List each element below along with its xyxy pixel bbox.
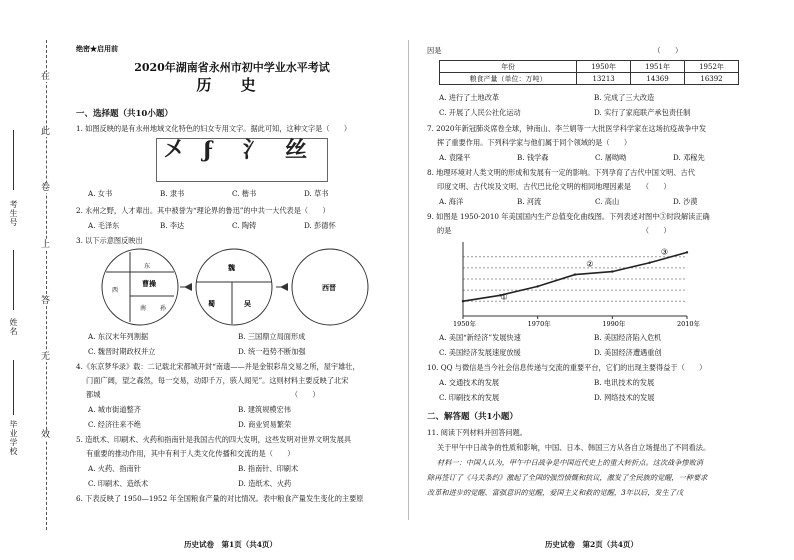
candidate-number-label: 考生号	[9, 200, 18, 227]
question-5-line: 有重要的推动作用，其中有利于人类文化传播和交流的是（ ）	[86, 449, 295, 458]
question-11-intro: 关于甲午中日战争的性质和影响，中国、日本、韩国三方从各自立场提出了不同看法。	[437, 443, 711, 452]
page-divider	[408, 40, 409, 520]
option-d[interactable]: D. 邓稼先	[673, 153, 705, 162]
option-c[interactable]: C. 陶铸	[232, 221, 257, 230]
option-a[interactable]: A. 进行了土地改革	[439, 93, 500, 102]
option-a[interactable]: A. 美国“新经济”发展快速	[439, 333, 521, 342]
x-tick-label: 1990年	[602, 320, 626, 328]
option-d[interactable]: D. 沙漠	[673, 197, 698, 206]
question-9-line: 的是 （ ）	[437, 226, 671, 235]
option-c[interactable]: C. 印刷技术的发展	[439, 393, 500, 402]
map-label: 孙	[160, 305, 167, 312]
option-a[interactable]: A. 城市街道整齐	[88, 405, 141, 414]
table-header-cell: 1951年	[631, 61, 685, 73]
options-q7	[439, 153, 751, 163]
data-point	[536, 285, 538, 287]
map-label: 魏	[228, 263, 235, 272]
map-label: 蜀	[208, 299, 215, 308]
question-4-line: 都城 （ ）	[86, 390, 320, 399]
map-label: 南	[140, 305, 147, 312]
binding-line	[46, 40, 47, 530]
map-label: 曹操	[142, 279, 156, 288]
material-1-line: 改革和进步的觉醒、富强意识的觉醒，爱国主义和救的觉醒，3年以后，发生了戊	[427, 488, 684, 497]
question-7: 7. 2020年新冠肺炎席卷全球，钟南山、李兰娟等一大批医学科学家在这场抗疫战争中发	[427, 124, 707, 133]
option-b[interactable]: B. 建筑规模宏伟	[238, 405, 291, 414]
option-c[interactable]: C. 楷书	[232, 189, 257, 198]
options-q5	[88, 479, 378, 489]
options-q2	[88, 221, 376, 231]
question-4-line: 门面广阔，望之森然，每一交易，动即千万，骇人闻见”。这则材料主要反映了北宋	[86, 376, 349, 385]
table-header-row	[440, 61, 739, 73]
grain-table	[439, 60, 739, 85]
data-point	[648, 262, 650, 264]
page-footer: 历史试卷 第1页（共4页）	[184, 540, 277, 549]
map-circle-2	[196, 249, 272, 325]
binding-char: 无	[41, 352, 51, 362]
question-3: 3. 以下示意图反映出	[76, 236, 143, 245]
option-a[interactable]: A. 海洋	[439, 197, 464, 206]
map-label: 西	[112, 287, 119, 294]
section-answer-title: 二、解答题（共1小题）	[427, 412, 518, 422]
chart-points	[462, 251, 688, 302]
map-label: 西晋	[322, 283, 336, 292]
section-choice-title: 一、选择题（共10小题）	[76, 109, 173, 119]
data-point	[611, 270, 613, 272]
option-b[interactable]: B. 隶书	[160, 189, 185, 198]
question-10: 10. QQ 与微信是当今社会信息传递与交流的重要平台，它们的出现主要得益于（ ）	[427, 363, 707, 372]
nushu-glyph: 𝟋	[203, 137, 215, 163]
option-a[interactable]: A. 交通技术的发展	[439, 378, 500, 387]
table-cell: 16392	[685, 73, 739, 85]
table-header-cell: 1952年	[685, 61, 739, 73]
table-row	[440, 73, 739, 85]
option-b[interactable]: B. 指南针、印刷术	[238, 464, 299, 473]
page-1	[74, 0, 390, 560]
question-8-line: 印度文明、古代埃及文明、古代巴比伦文明的相同地理因素是 （ ）	[437, 182, 671, 191]
option-d[interactable]: D. 彭德怀	[304, 221, 336, 230]
binding-char: 此	[41, 127, 51, 137]
option-a[interactable]: A. 东汉末年列割据	[88, 332, 149, 341]
subject-title: 历 史	[196, 76, 268, 94]
question-4: 4.《东京梦华录》载：二记载北宋都城开封“南遗——并是金银彩帛交易之所，屋宇雄壮，	[76, 362, 360, 371]
options-q5	[88, 464, 378, 474]
binding-margin	[0, 0, 66, 560]
question-2: 2. 永州之野，人才辈出。其中被誉为“理论界的鲁迅”的中共一大代表是（ ）	[76, 206, 330, 215]
option-a[interactable]: A. 毛泽东	[88, 221, 120, 230]
data-point	[574, 273, 576, 275]
option-d[interactable]: D. 实行了家庭联产承包责任制	[594, 108, 691, 117]
option-d[interactable]: D. 造纸术、火药	[238, 479, 292, 488]
binding-char: 答	[41, 296, 51, 306]
option-c[interactable]: C. 魏晋时期政权并立	[88, 347, 156, 356]
table-cell: 14369	[631, 73, 685, 85]
three-kingdoms-diagram	[100, 248, 376, 326]
chart-ticks	[453, 316, 701, 328]
option-c[interactable]: C. 印刷术、造纸术	[88, 479, 149, 488]
school-label: 毕业学校	[9, 420, 18, 456]
binding-char: 卷	[41, 183, 51, 193]
map-label: 东	[144, 263, 151, 270]
option-a[interactable]: A. 袁隆平	[439, 153, 471, 162]
question-8: 8. 地理环境对人类文明的形成和发展有一定的影响。下列孕育了古代中国文明、古代	[427, 168, 695, 177]
options-q9	[439, 333, 754, 343]
option-c[interactable]: C. 开展了人民公社化运动	[439, 108, 521, 117]
option-d[interactable]: D. 草书	[304, 189, 329, 198]
page-2	[425, 0, 760, 560]
options-q9	[439, 348, 754, 358]
option-d[interactable]: D. 美国经济遭遇重创	[594, 348, 662, 357]
option-c[interactable]: C. 屠呦呦	[595, 153, 627, 162]
option-c[interactable]: C. 经济往来不绝	[88, 420, 141, 429]
option-d[interactable]: D. 统一趋势不断加强	[238, 347, 306, 356]
options-q3	[88, 347, 378, 357]
x-tick-label: 1970年	[527, 320, 551, 328]
page-footer: 历史试卷 第2页（共4页）	[545, 540, 638, 549]
name-line[interactable]	[13, 250, 14, 310]
map-label: 吴	[244, 299, 251, 308]
data-point	[686, 251, 688, 253]
gdp-line-chart	[453, 238, 701, 328]
chart-annotation: ②	[586, 259, 594, 269]
table-cell: 粮食产量（单位：万吨）	[440, 73, 577, 85]
school-line[interactable]	[13, 360, 14, 415]
question-6: 6. 下表反映了 1950—1952 年全国粮食产量的对比情况。表中粮食产量发生变化的主要原	[76, 494, 364, 503]
options-q8	[439, 197, 751, 207]
option-b[interactable]: B. 李达	[160, 221, 185, 230]
nushu-image	[156, 138, 328, 182]
option-a[interactable]: A. 火药、指南针	[88, 464, 141, 473]
option-b[interactable]: B. 完成了三大改造	[594, 93, 655, 102]
options-q1	[88, 189, 376, 199]
confidential-mark: 绝密★启用前	[76, 44, 118, 53]
material-1-line: 材料一：中国人认为，甲午中日战争是中国近代史上的重大转折点。这次战争惨败消	[437, 458, 703, 467]
binding-char: 在	[41, 72, 51, 82]
data-point	[462, 300, 464, 302]
option-b[interactable]: B. 美国经济陷入危机	[594, 333, 662, 342]
x-tick-label: 2010年	[677, 320, 701, 328]
options-q4	[88, 405, 378, 415]
name-label: 姓名	[9, 318, 18, 336]
chart-grid	[463, 257, 687, 301]
options-q4	[88, 420, 378, 430]
option-c[interactable]: C. 高山	[595, 197, 620, 206]
option-b[interactable]: B. 电讯技术的发展	[594, 378, 655, 387]
option-d[interactable]: D. 商业贸易繁荣	[238, 420, 292, 429]
question-6-continued: 因是 （ ）	[427, 46, 683, 55]
question-5: 5. 造纸术、印刷术、火药和指南针是我国古代的四大发明，这些发明对世界文明发展具	[76, 435, 352, 444]
nushu-glyph: 丝	[285, 137, 308, 163]
chart-annotation: ①	[500, 292, 508, 302]
options-q10	[439, 393, 754, 403]
option-b[interactable]: B. 三国鼎立局面形成	[238, 332, 306, 341]
x-tick-label: 1950年	[453, 320, 477, 328]
option-b[interactable]: B. 钱学森	[517, 153, 549, 162]
table-header-cell: 1950年	[577, 61, 631, 73]
exam-title: 2020年湖南省永州市初中学业水平考试	[134, 61, 330, 74]
question-11: 11. 阅读下列材料并回答问题。	[427, 428, 527, 437]
question-9: 9. 如图是 1950-2010 年美国国内生产总值变化曲线图。下列表述对图中③时段解读正确	[427, 212, 710, 221]
option-d[interactable]: D. 网络技术的发展	[594, 393, 655, 402]
nushu-glyph: 㐅	[163, 137, 186, 163]
binding-char: 效	[41, 430, 51, 440]
question-7-line: 挥了重要作用。下列科学家与他们属于同个领域的是（ ）	[437, 138, 632, 147]
candidate-number-line[interactable]	[13, 130, 14, 190]
material-1-line: 除再签订了《马关条约》激起了全国的强烈愤慨和抗议，激发了全民族的觉醒，一种要求	[427, 473, 708, 482]
chart-annotation: ③	[660, 247, 669, 257]
nushu-glyph: 氵	[243, 137, 266, 163]
binding-char: 上	[41, 240, 51, 250]
options-q3	[88, 332, 378, 342]
options-q10	[439, 378, 754, 388]
question-1: 1. 如图反映的是有永州地域文化特色的妇女专用文字。据此可知，这种文字是（ ）	[76, 124, 352, 133]
options-q6	[439, 108, 754, 118]
series-line	[463, 252, 687, 301]
table-cell: 13213	[577, 73, 631, 85]
option-b[interactable]: B. 河流	[517, 197, 542, 206]
option-c[interactable]: C. 美国经济发展速度放缓	[439, 348, 521, 357]
option-a[interactable]: A. 女书	[88, 189, 113, 198]
options-q6	[439, 93, 754, 103]
table-header-cell: 年份	[440, 61, 577, 73]
